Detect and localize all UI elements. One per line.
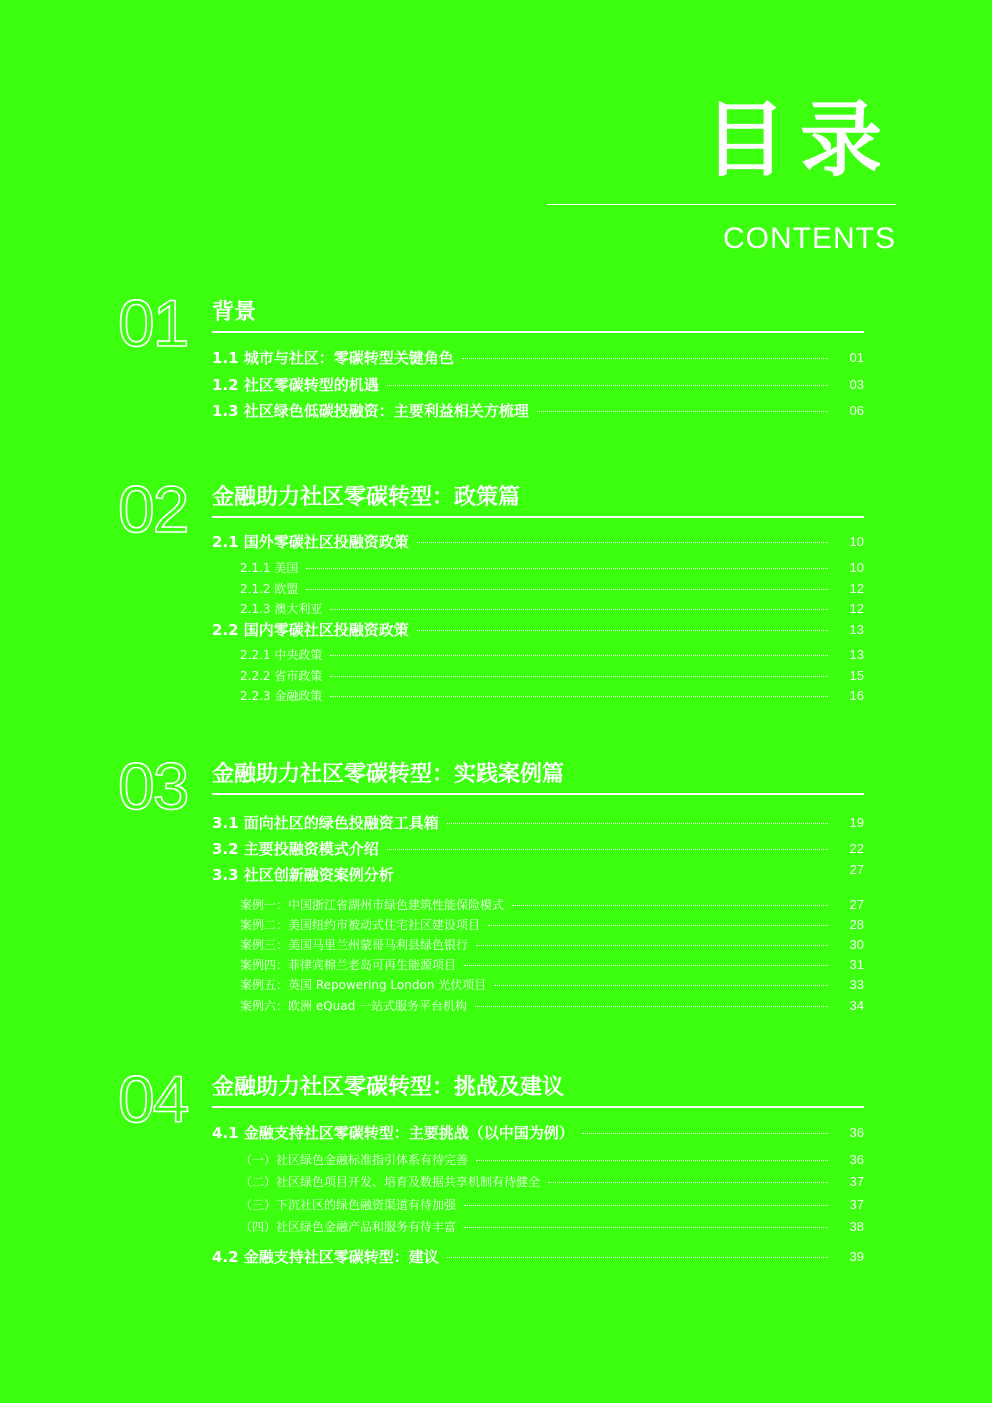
toc-entry-page: 13	[849, 646, 864, 662]
toc-entry-page: 38	[849, 1218, 864, 1234]
toc-case-entry[interactable]	[240, 914, 864, 934]
section-title: 金融助力社区零碳转型：挑战及建议	[212, 1075, 565, 1100]
toc-entry-label: 4.2 金融支持社区零碳转型：建议	[212, 1247, 439, 1266]
toc-entry-label: 3.3 社区创新融资案例分析	[212, 865, 394, 884]
section-number: 03	[118, 749, 188, 823]
toc-entry-page: 06	[849, 402, 864, 418]
toc-entry-label: 3.2 主要投融资模式介绍	[212, 839, 379, 858]
dot-leader	[330, 609, 828, 610]
toc-entry-page: 12	[849, 580, 864, 596]
toc-entry[interactable]	[212, 838, 864, 858]
toc-entry-page: 01	[849, 349, 864, 365]
section-title: 金融助力社区零碳转型：政策篇	[212, 485, 521, 510]
toc-entry-page: 36	[849, 1124, 864, 1140]
toc-subentry[interactable]	[240, 1194, 864, 1214]
toc-entry-page: 27	[849, 896, 864, 912]
toc-entry-label: 案例五：英国 Repowering London 光伏项目	[240, 977, 487, 992]
dot-leader	[475, 1006, 828, 1007]
toc-subentry[interactable]	[240, 1216, 864, 1236]
toc-entry-page: 10	[849, 559, 864, 575]
dot-leader	[548, 1182, 828, 1183]
section-number: 02	[118, 472, 188, 546]
dot-leader	[537, 411, 828, 412]
toc-subentry[interactable]	[240, 1171, 864, 1191]
dot-leader	[582, 1133, 828, 1134]
toc-subentry[interactable]	[240, 1149, 864, 1169]
toc-case-entry[interactable]	[240, 894, 864, 914]
toc-entry[interactable]	[212, 812, 864, 832]
dot-leader	[306, 568, 828, 569]
toc-entry-label: 1.2 社区零碳转型的机遇	[212, 375, 379, 394]
toc-subentry[interactable]	[240, 644, 864, 664]
toc-entry-label: 1.3 社区绿色低碳投融资：主要利益相关方梳理	[212, 401, 529, 420]
toc-entry[interactable]	[212, 400, 864, 420]
toc-entry-page: 27	[849, 861, 864, 877]
toc-entry-page: 28	[849, 916, 864, 932]
toc-entry-page: 22	[849, 840, 864, 856]
toc-entry-label: 2.2.3 金融政策	[240, 688, 323, 703]
toc-subentry[interactable]	[240, 685, 864, 705]
dot-leader	[464, 965, 828, 966]
toc-entry-page: 37	[849, 1196, 864, 1212]
dot-leader	[447, 823, 828, 824]
toc-entry-label: 4.1 金融支持社区零碳转型：主要挑战（以中国为例）	[212, 1123, 574, 1142]
toc-entry[interactable]	[212, 374, 864, 394]
toc-case-entry[interactable]	[240, 974, 864, 994]
toc-entry-label: 2.2.1 中央政策	[240, 647, 323, 662]
toc-entry-page: 36	[849, 1151, 864, 1167]
toc-entry-page: 13	[849, 621, 864, 637]
dot-leader	[417, 542, 828, 543]
toc-entry-page: 03	[849, 376, 864, 392]
section-divider	[212, 1106, 864, 1108]
toc-entry[interactable]	[212, 347, 864, 367]
dot-leader	[330, 655, 828, 656]
section-divider	[212, 793, 864, 795]
dot-leader	[387, 385, 828, 386]
toc-entry-label: 2.2 国内零碳社区投融资政策	[212, 620, 409, 639]
dot-leader	[462, 358, 828, 359]
toc-subentry[interactable]	[240, 557, 864, 577]
toc-subentry[interactable]	[240, 598, 864, 618]
toc-entry-page: 15	[849, 667, 864, 683]
dot-leader	[387, 849, 828, 850]
toc-entry-label: 案例四：菲律宾棉兰老岛可再生能源项目	[240, 957, 457, 972]
toc-case-entry[interactable]	[240, 954, 864, 974]
toc-entry-label: 案例一：中国浙江省湖州市绿色建筑性能保险模式	[240, 897, 505, 912]
dot-leader	[464, 1227, 828, 1228]
dot-leader	[512, 905, 828, 906]
dot-leader	[447, 1257, 828, 1258]
title-block	[703, 93, 896, 188]
toc-entry-label: 2.1.1 美国	[240, 560, 299, 575]
dot-leader	[476, 945, 828, 946]
toc-entry-label: （二）社区绿色项目开发、培育及数据共享机制有待健全	[240, 1174, 541, 1189]
toc-entry[interactable]	[212, 1246, 864, 1266]
toc-case-entry[interactable]	[240, 934, 864, 954]
page-title: 目录	[703, 93, 896, 188]
toc-entry-page: 31	[849, 956, 864, 972]
toc-entry-page: 16	[849, 687, 864, 703]
section-divider	[212, 516, 864, 518]
toc-entry-page: 30	[849, 936, 864, 952]
dot-leader	[494, 985, 828, 986]
toc-entry-page: 37	[849, 1173, 864, 1189]
toc-entry-label: 2.1 国外零碳社区投融资政策	[212, 532, 409, 551]
toc-entry-label: 2.1.2 欧盟	[240, 581, 299, 596]
dot-leader	[476, 1160, 828, 1161]
dot-leader	[488, 925, 828, 926]
dot-leader	[330, 676, 828, 677]
toc-subentry[interactable]	[240, 578, 864, 598]
toc-entry-label: 案例二：美国纽约市被动式住宅社区建设项目	[240, 917, 481, 932]
toc-entry-label: 案例六：欧洲 eQuad 一站式服务平台机构	[240, 998, 468, 1013]
toc-entry[interactable]	[212, 531, 864, 551]
toc-entry-label: 3.1 面向社区的绿色投融资工具箱	[212, 813, 439, 832]
toc-entry-page: 39	[849, 1248, 864, 1264]
title-divider	[547, 204, 896, 205]
toc-entry-label: （四）社区绿色金融产品和服务有待丰富	[240, 1219, 457, 1234]
dot-leader	[464, 1205, 828, 1206]
toc-entry-label: 2.2.2 省市政策	[240, 668, 323, 683]
toc-entry[interactable]	[212, 619, 864, 639]
section-title: 金融助力社区零碳转型：实践案例篇	[212, 762, 565, 787]
toc-entry-label: （一）社区绿色金融标准指引体系有待完善	[240, 1152, 469, 1167]
toc-entry-page: 34	[849, 997, 864, 1013]
section-number: 04	[118, 1062, 188, 1136]
toc-entry-page: 10	[849, 533, 864, 549]
section-title: 背景	[212, 300, 257, 325]
toc-entry-label: （三）下沉社区的绿色融资渠道有待加强	[240, 1197, 457, 1212]
toc-subentry[interactable]	[240, 665, 864, 685]
dot-leader	[306, 589, 828, 590]
section-divider	[212, 331, 864, 333]
dot-leader	[417, 630, 828, 631]
section-number: 01	[118, 286, 188, 360]
dot-leader	[330, 696, 828, 697]
toc-entry-label: 1.1 城市与社区：零碳转型关键角色	[212, 348, 454, 367]
toc-entry-label: 案例三：美国马里兰州蒙哥马利县绿色银行	[240, 937, 469, 952]
toc-entry[interactable]	[212, 861, 864, 884]
toc-entry-page: 19	[849, 814, 864, 830]
toc-case-entry[interactable]	[240, 995, 864, 1015]
toc-entry-page: 12	[849, 600, 864, 616]
page-subtitle: CONTENTS	[723, 222, 896, 255]
toc-entry-label: 2.1.3 澳大利亚	[240, 601, 323, 616]
toc-entry[interactable]	[212, 1122, 864, 1142]
toc-entry-page: 33	[849, 976, 864, 992]
